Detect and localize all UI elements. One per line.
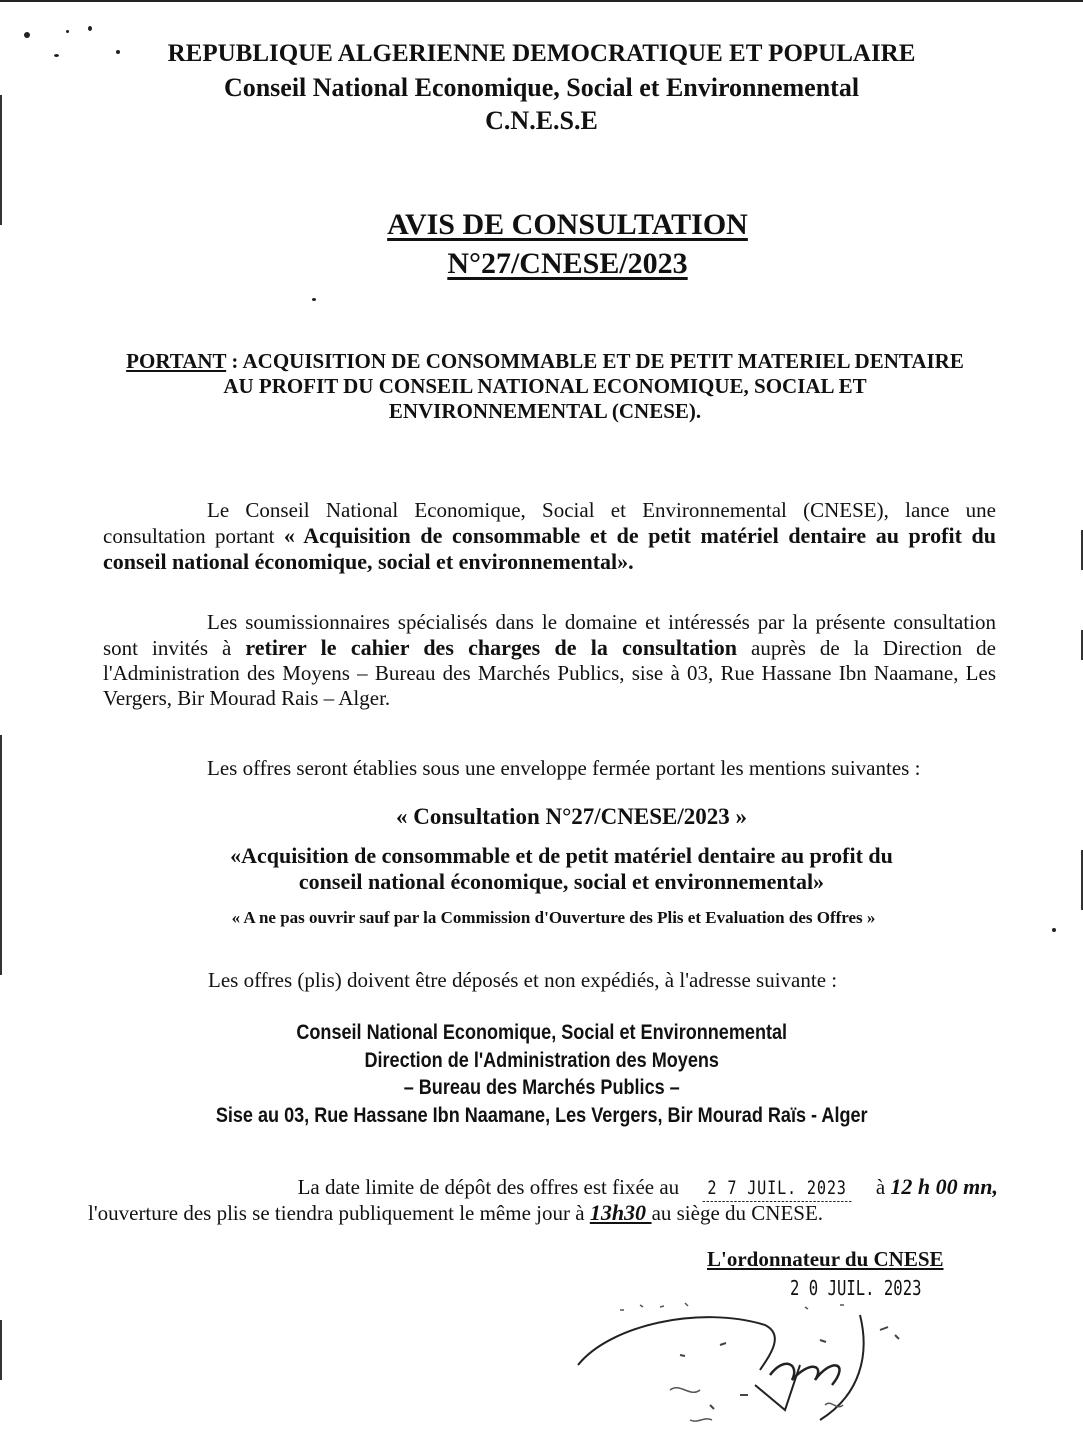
paragraph-envelope-text: Les offres seront établies sous une enveloppe fermée portant les mentions suivantes : [207,756,921,780]
opening-text: l'ouverture des plis se tiendra publiquement le même jour à [88,1201,590,1225]
signatory-title: L'ordonnateur du CNESE [707,1247,944,1271]
paragraph-bidders-location: auprès de la Direction de l'Administration des Moyens – Bureau des Marchés Publics, sise à 03, Rue Hassane Ibn Naamane, Les Vergers, Bir Mourad Rais – Alger. [103,636,996,710]
mention-object-line1: «Acquisition de consommable et de petit matériel dentaire au profit du [230,843,893,868]
council-heading: Conseil National Economique, Social et Environnemental [223,73,860,102]
signature-stamp [570,1295,930,1435]
signature-date-stamp: 2 0 JUIL. 2023 [790,1276,922,1300]
paragraph-bidders-emphasis: retirer le cahier des charges de la consultation [245,635,738,660]
deadline-text: La date limite de dépôt des offres est fixée au [297,1175,685,1199]
subject-block [120,349,970,424]
scan-top-border [0,0,1083,2]
address-line-1: Conseil National Economique, Social et Environnemental [296,1021,788,1044]
scan-speck [24,32,30,38]
address-line-2: Direction de l'Administration des Moyens [364,1049,719,1072]
mention-consultation: « Consultation N°27/CNESE/2023 » [395,804,748,829]
opening-location: au siège du CNESE. [651,1201,824,1225]
paragraph-bidders-text: Les soumissionnaires spécialisés dans le domaine et intéressés par la présente consultation sont invités à [103,610,996,660]
paragraph-intro-object: « Acquisition de consommable et de petit matériel dentaire au profit du conseil national économique, social et environnemental». [103,523,996,574]
council-acronym: C.N.E.S.E [485,106,598,135]
scan-speck [88,26,92,31]
scan-edge-mark [0,735,2,975]
opening-line [88,1200,998,1226]
address-line-4: Sise au 03, Rue Hassane Ibn Naamane, Les Vergers, Bir Mourad Raïs - Alger [215,1104,868,1127]
scan-speck [312,298,316,301]
scan-edge-mark [0,1320,2,1380]
subject-text: : ACQUISITION DE CONSOMMABLE ET DE PETIT MATERIEL DENTAIRE AU PROFIT DU CONSEIL NATIONAL ECONOMIQUE, SOCIAL ET ENVIRONNEMENTAL (CNESE). [223,349,964,423]
scan-speck [1052,928,1056,932]
paragraph-envelope [103,756,996,781]
address-line-3: – Bureau des Marchés Publics – [403,1076,680,1099]
mention-warning: « A ne pas ouvrir sauf par la Commission d'Ouverture des Plis et Evaluation des Offres » [231,908,876,927]
opening-time: 13h30 [589,1200,652,1225]
deposit-instruction: Les offres (plis) doivent être déposés et non expédiés, à l'adresse suivante : [208,968,838,992]
mention-object-line2: conseil national économique, social et environnemental» [298,869,825,894]
paragraph-bidders [103,610,996,711]
deadline-date-stamp: 2 7 JUIL. 2023 [703,1175,852,1202]
deadline-line [88,1174,998,1202]
paragraph-intro-text: Le Conseil National Economique, Social et Environnemental (CNESE), lance une consultation portant [103,498,996,548]
scan-speck [66,30,69,33]
paragraph-intro [103,498,996,575]
republic-heading: REPUBLIQUE ALGERIENNE DEMOCRATIQUE ET POPULAIRE [167,40,916,67]
deadline-at: à [870,1175,891,1199]
mention-object [20,843,1083,895]
notice-number: N°27/CNESE/2023 [447,247,688,280]
notice-title: AVIS DE CONSULTATION [387,208,748,241]
deadline-time: 12 h 00 mn, [890,1174,998,1199]
subject-label: PORTANT [126,349,227,373]
